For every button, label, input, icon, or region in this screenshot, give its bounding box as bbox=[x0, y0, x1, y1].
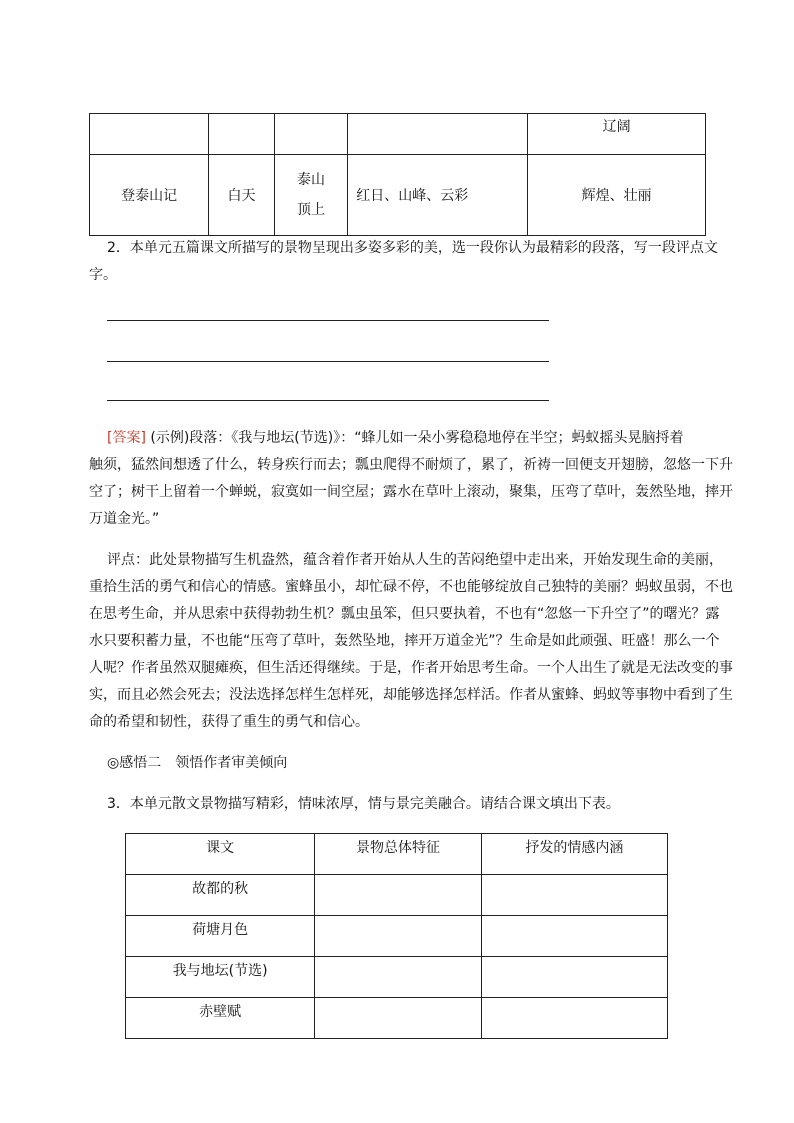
header-emotion: 抒发的情感内涵 bbox=[481, 834, 667, 875]
comment-line1: 评点：此处景物描写生机盎然，蕴含着作者开始从人生的苦闷绝望中走出来，开始发现生命的美丽， bbox=[107, 552, 723, 568]
table1-cell bbox=[90, 114, 209, 155]
question2-line1: 2．本单元五篇课文所描写的景物呈现出多姿多彩的美，选一段你认为最精彩的段落，写一段评点文 bbox=[107, 240, 718, 256]
blank-cell[interactable] bbox=[481, 957, 667, 998]
section-heading: ◎感悟二 领悟作者审美倾向 bbox=[107, 755, 288, 771]
comment-line7: 命的希望和韧性，获得了重生的勇气和信心。 bbox=[89, 714, 369, 730]
blank-cell[interactable] bbox=[481, 875, 667, 916]
blank-cell[interactable] bbox=[481, 998, 667, 1039]
table1-cell bbox=[348, 114, 528, 155]
row-title: 赤壁赋 bbox=[126, 998, 315, 1039]
comment-line6: 实，而且必然会死去；没法选择怎样生怎样死，却能够选择怎样活。作者从蜜蜂、蚂蚁等事物中看到了生 bbox=[89, 687, 733, 703]
table1-place-cell bbox=[274, 155, 348, 236]
place-line-1: 泰山 bbox=[297, 172, 326, 188]
comment-line3: 在思考生命，并从思索中获得勃勃生机？瓢虫虽笨，但只要执着，不也有“忽悠一下升空了”的曙光？露 bbox=[89, 606, 720, 622]
table1-feature-cell: 辉煌、壮丽 bbox=[528, 155, 706, 236]
fill-in-table bbox=[125, 833, 668, 1039]
header-scenery-feature: 景物总体特征 bbox=[315, 834, 481, 875]
blank-cell[interactable] bbox=[315, 998, 481, 1039]
answer-line2: 触须，猛然间想透了什么，转身疾行而去；瓢虫爬得不耐烦了，累了，祈祷一回便支开翅膀，忽悠一下升 bbox=[89, 457, 733, 473]
row-title: 故都的秋 bbox=[126, 875, 315, 916]
table1-cell-feature bbox=[528, 114, 706, 155]
question3: 3．本单元散文景物描写精彩，情味浓厚，情与景完美融合。请结合课文填出下表。 bbox=[107, 796, 620, 812]
table1-cell bbox=[274, 114, 348, 155]
header-text: 课文 bbox=[126, 834, 315, 875]
answer-line4: 万道金光。” bbox=[89, 511, 160, 527]
question2-line2: 字。 bbox=[89, 267, 117, 283]
table1-scenery-cell: 红日、山峰、云彩 bbox=[348, 155, 528, 236]
blank-cell[interactable] bbox=[481, 916, 667, 957]
answer-line bbox=[107, 361, 549, 362]
blank-cell[interactable] bbox=[315, 875, 481, 916]
comment-line5: 人呢？作者虽然双腿瘫痪，但生活还得继续。于是，作者开始思考生命。一个人出生了就是无法改变的事 bbox=[89, 660, 733, 676]
answer-line1: [答案] (示例)段落：《我与地坛(节选)》：“蜂儿如一朵小雾稳稳地停在半空；蚂蚁摇头晃脑捋着 bbox=[107, 430, 684, 446]
row-title: 我与地坛(节选) bbox=[126, 957, 315, 998]
answer-line bbox=[107, 400, 549, 401]
answer-line3: 空了；树干上留着一个蝉蜕，寂寞如一间空屋；露水在草叶上滚动，聚集，压弯了草叶，轰然坠地，摔开 bbox=[89, 484, 733, 500]
row-title: 荷塘月色 bbox=[126, 916, 315, 957]
blank-cell[interactable] bbox=[315, 916, 481, 957]
table1-cell bbox=[209, 114, 275, 155]
table1-time-cell: 白天 bbox=[209, 155, 275, 236]
answer-line bbox=[107, 320, 549, 321]
comment-line2: 重拾生活的勇气和信心的情感。蜜蜂虽小，却忙碌不停，不也能够绽放自己独特的美丽？蚂蚁虽弱，不也 bbox=[89, 579, 733, 595]
table1-text-cell: 登泰山记 bbox=[90, 155, 209, 236]
scenery-table-continued bbox=[89, 113, 706, 236]
blank-cell[interactable] bbox=[315, 957, 481, 998]
place-line-2: 顶上 bbox=[297, 202, 326, 218]
answer-tag: [答案] bbox=[107, 430, 146, 446]
comment-line4: 水只要积蓄力量，不也能“压弯了草叶，轰然坠地，摔开万道金光”？生命是如此顽强、旺盛！那么一个 bbox=[89, 633, 720, 649]
feature-text: 辽阔 bbox=[602, 119, 631, 135]
